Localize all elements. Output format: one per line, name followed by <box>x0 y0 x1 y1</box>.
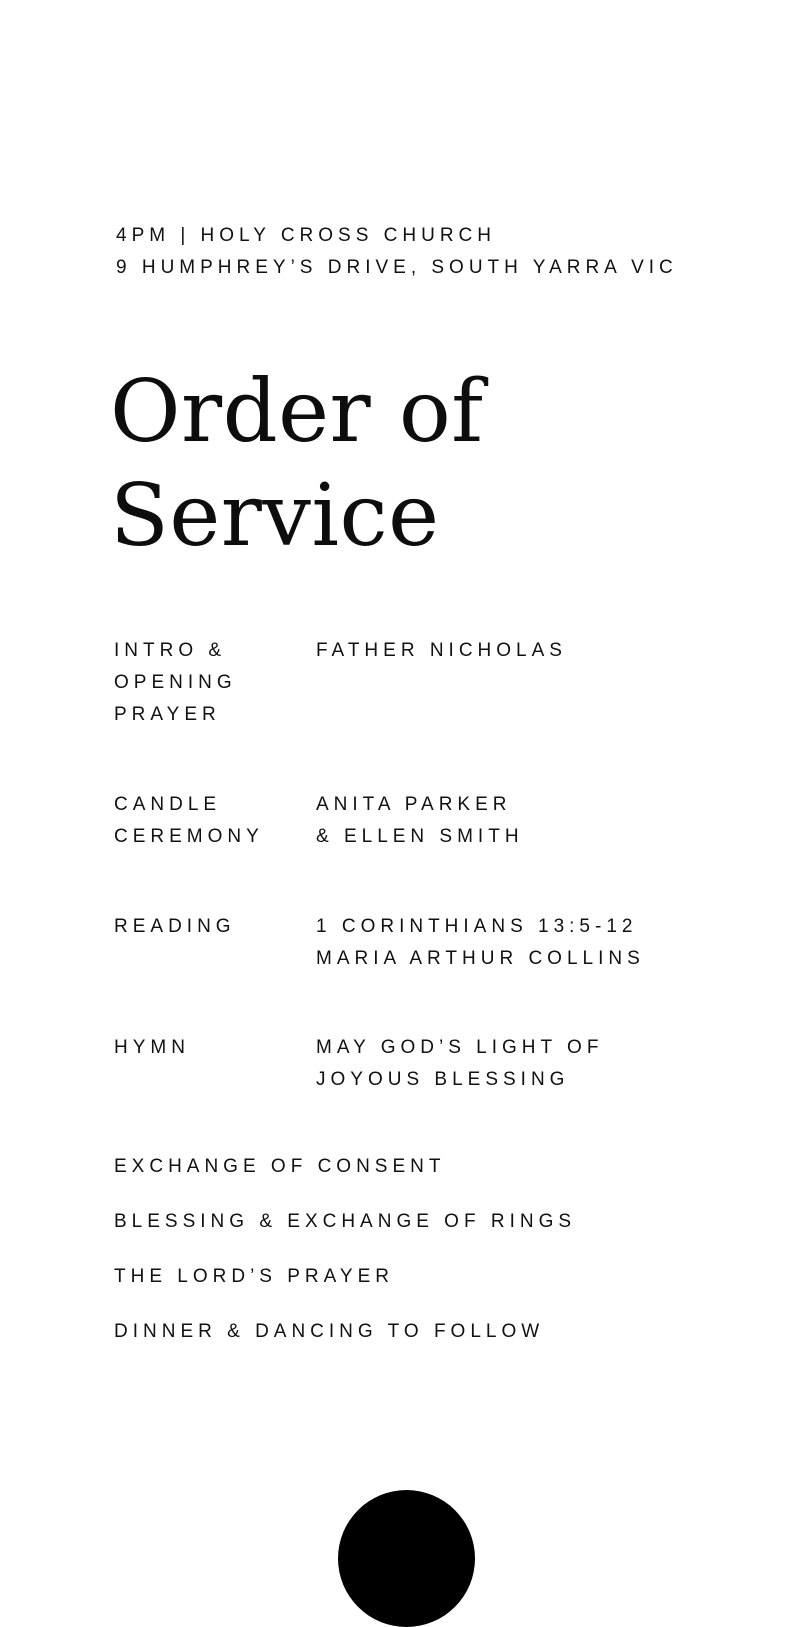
program-label <box>114 1032 304 1064</box>
value-line: JOYOUS BLESSING <box>316 1069 570 1090</box>
label-line: HYMN <box>114 1037 190 1058</box>
event-exchange-of-consent: EXCHANGE OF CONSENT <box>114 1156 446 1177</box>
program-label <box>114 911 304 943</box>
venue-details <box>116 220 678 284</box>
program-value <box>316 911 645 975</box>
event-blessing-rings: BLESSING & EXCHANGE OF RINGS <box>114 1211 577 1232</box>
label-line: PRAYER <box>114 704 221 725</box>
label-line: OPENING <box>114 672 237 693</box>
label-line: READING <box>114 916 236 937</box>
event-lords-prayer: THE LORD’S PRAYER <box>114 1266 394 1287</box>
decorative-circle <box>338 1490 475 1627</box>
program-value <box>316 1032 603 1096</box>
event-dinner-dancing: DINNER & DANCING TO FOLLOW <box>114 1321 545 1342</box>
program-label <box>114 789 304 853</box>
value-line: FATHER NICHOLAS <box>316 640 567 661</box>
value-line: MAY GOD’S LIGHT OF <box>316 1037 604 1058</box>
time-and-church: 4PM | HOLY CROSS CHURCH <box>116 225 496 246</box>
label-line: CANDLE <box>114 794 222 815</box>
page-title <box>110 360 484 568</box>
value-line: 1 CORINTHIANS 13:5-12 <box>316 916 638 937</box>
value-line: & ELLEN SMITH <box>316 826 524 847</box>
address: 9 HUMPHREY’S DRIVE, SOUTH YARRA VIC <box>116 257 678 278</box>
value-line: MARIA ARTHUR COLLINS <box>316 948 645 969</box>
program-value <box>316 635 567 667</box>
label-line: CEREMONY <box>114 826 264 847</box>
title-line-1: Order of <box>110 362 484 462</box>
program-value <box>316 789 524 853</box>
program-label <box>114 635 304 731</box>
value-line: ANITA PARKER <box>316 794 512 815</box>
title-line-2: Service <box>110 466 440 566</box>
label-line: INTRO & <box>114 640 227 661</box>
